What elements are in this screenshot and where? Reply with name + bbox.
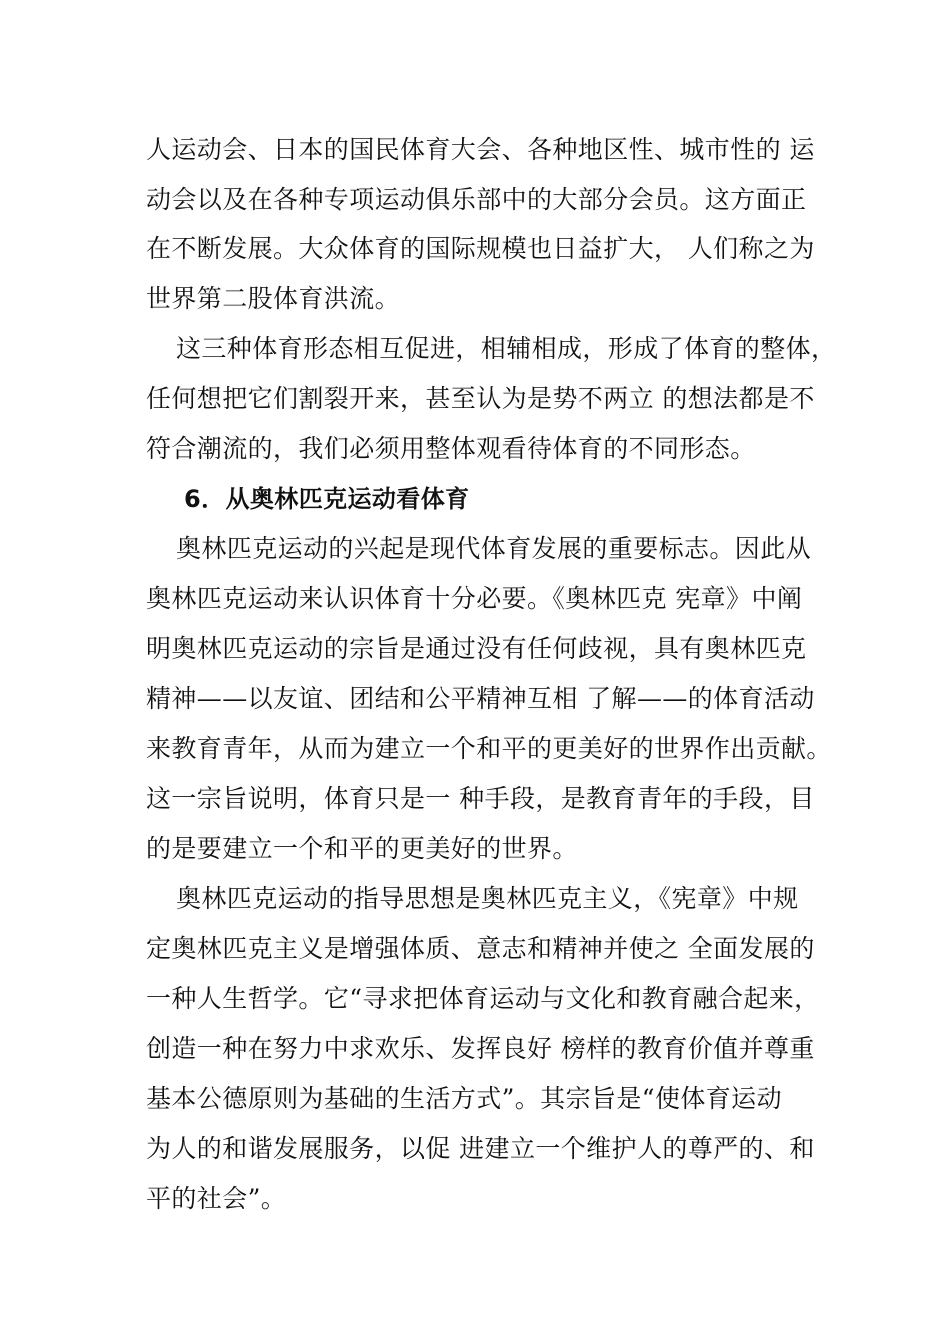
paragraph-line: 任何想把它们割裂开来，甚至认为是势不两立 的想法都是不	[146, 384, 815, 413]
paragraph-line: 精神——以友谊、团结和公平精神互相 了解——的体育活动	[146, 684, 815, 713]
paragraph-line: 来教育青年，从而为建立一个和平的更美好的世界作出贡献。	[146, 734, 832, 763]
paragraph-line: 奥林匹克运动来认识体育十分必要。《奥林匹克 宪章》中阐	[146, 584, 803, 613]
section-heading: 6．从奥林匹克运动看体育	[184, 485, 470, 513]
paragraph-line: 一种人生哲学。它“寻求把体育运动与文化和教育融合起来，	[146, 984, 820, 1013]
paragraph-line: 奥林匹克运动的指导思想是奥林匹克主义，《宪章》中规	[176, 884, 799, 913]
paragraph-line: 动会以及在各种专项运动俱乐部中的大部分会员。这方面正	[146, 185, 807, 214]
paragraph-line: 这一宗旨说明，体育只是一 种手段，是教育青年的手段，目	[146, 784, 815, 813]
paragraph-line: 平的社会”。	[146, 1184, 287, 1213]
paragraph-line: 人运动会、日本的国民体育大会、各种地区性、城市性的 运	[146, 135, 815, 164]
paragraph-line: 明奥林匹克运动的宗旨是通过没有任何歧视，具有奥林匹克	[146, 634, 807, 663]
paragraph-line: 奥林匹克运动的兴起是现代体育发展的重要标志。因此从	[176, 534, 812, 563]
paragraph-line: 符合潮流的，我们必须用整体观看待体育的不同形态。	[146, 434, 756, 463]
paragraph-line: 在不断发展。大众体育的国际规模也日益扩大， 人们称之为	[146, 234, 815, 263]
paragraph-line: 的是要建立一个和平的更美好的世界。	[146, 834, 578, 863]
paragraph-line: 基本公德原则为基础的生活方式”。其宗旨是“使体育运动	[146, 1084, 782, 1113]
paragraph-line: 世界第二股体育洪流。	[146, 284, 401, 313]
paragraph-line: 定奥林匹克主义是增强体质、意志和精神并使之 全面发展的	[146, 934, 815, 963]
paragraph-line: 为人的和谐发展服务，以促 进建立一个维护人的尊严的、和	[146, 1134, 815, 1163]
paragraph-line: 创造一种在努力中求欢乐、发挥良好 榜样的教育价值并尊重	[146, 1034, 815, 1063]
paragraph-line: 这三种体育形态相互促进，相辅相成，形成了体育的整体，	[176, 334, 837, 363]
